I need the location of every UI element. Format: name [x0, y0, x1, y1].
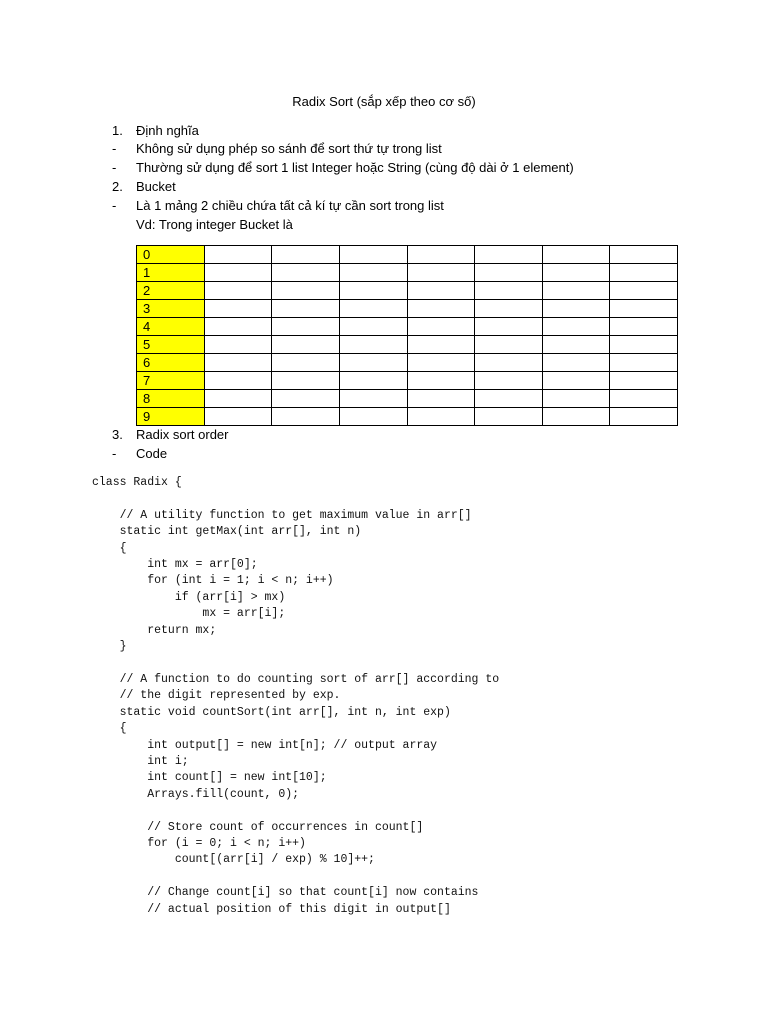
bucket-cell [610, 246, 678, 264]
bucket-cell [204, 246, 272, 264]
bucket-cell [204, 408, 272, 426]
list-text: Là 1 mảng 2 chiều chứa tất cả kí tự cần sort trong list [136, 198, 444, 213]
list-text: Radix sort order [136, 427, 229, 442]
bucket-cell [339, 282, 407, 300]
bucket-cell [339, 264, 407, 282]
bucket-cell [610, 300, 678, 318]
bucket-cell [475, 390, 543, 408]
bucket-cell [407, 318, 475, 336]
list-marker: - [112, 198, 117, 213]
bucket-cell [610, 408, 678, 426]
list-marker: 3. [112, 427, 123, 442]
bucket-row [137, 354, 678, 372]
bucket-digit-cell: 4 [137, 318, 205, 336]
bucket-cell [339, 300, 407, 318]
bucket-cell [542, 246, 610, 264]
bucket-cell [204, 300, 272, 318]
list-marker: 2. [112, 179, 123, 194]
bucket-cell [339, 336, 407, 354]
bucket-cell [339, 354, 407, 372]
bucket-row [137, 318, 678, 336]
bucket-cell [475, 264, 543, 282]
bucket-cell [475, 372, 543, 390]
bucket-cell [610, 282, 678, 300]
bucket-digit-cell: 8 [137, 390, 205, 408]
bucket-cell [407, 408, 475, 426]
bucket-cell [339, 318, 407, 336]
bucket-cell [610, 336, 678, 354]
bucket-row [137, 300, 678, 318]
bucket-cell [339, 408, 407, 426]
bucket-cell [475, 246, 543, 264]
bucket-cell [272, 264, 340, 282]
bucket-cell [407, 300, 475, 318]
page-title: Radix Sort (sắp xếp theo cơ số) [292, 94, 476, 109]
bucket-digit-cell: 3 [137, 300, 205, 318]
bucket-cell [272, 408, 340, 426]
bucket-cell [610, 264, 678, 282]
bucket-cell [610, 372, 678, 390]
bucket-cell [475, 408, 543, 426]
bucket-cell [272, 354, 340, 372]
bucket-cell [610, 318, 678, 336]
bucket-cell [272, 336, 340, 354]
bucket-cell [407, 282, 475, 300]
bucket-cell [542, 354, 610, 372]
bucket-digit-cell: 6 [137, 354, 205, 372]
bucket-cell [339, 246, 407, 264]
bucket-digit-cell: 7 [137, 372, 205, 390]
bucket-cell [542, 318, 610, 336]
bucket-row [137, 372, 678, 390]
bucket-cell [475, 354, 543, 372]
bucket-cell [204, 282, 272, 300]
bucket-row [137, 246, 678, 264]
bucket-row [137, 282, 678, 300]
bucket-cell [339, 372, 407, 390]
bucket-cell [272, 282, 340, 300]
bucket-cell [204, 264, 272, 282]
bucket-cell [475, 300, 543, 318]
bucket-row [137, 336, 678, 354]
bucket-cell [610, 390, 678, 408]
bucket-cell [475, 282, 543, 300]
bucket-cell [542, 408, 610, 426]
bucket-digit-cell: 5 [137, 336, 205, 354]
bucket-cell [272, 390, 340, 408]
bucket-row [137, 264, 678, 282]
bucket-cell [272, 300, 340, 318]
bucket-cell [339, 390, 407, 408]
bucket-cell [542, 372, 610, 390]
bucket-cell [407, 354, 475, 372]
bucket-cell [542, 282, 610, 300]
list-text: Vd: Trong integer Bucket là [136, 217, 293, 232]
list-text: Bucket [136, 179, 176, 194]
list-marker: - [112, 446, 117, 461]
code-block: class Radix { // A utility function to get maximum value in arr[] static int getMax(int arr[], int n) { int mx = arr[0]; for (int i = 1; i < n; i++) if (arr[i] > mx) mx = arr[i]; return mx; } // A function to do counting sort of arr[] according to // the digit represented by exp. static void countSort(int arr[], int n, int exp) { int output[] = new int[n]; // output array int i; int count[] = new int[10]; Arrays.fill(count, 0); // Store count of occurrences in count[] for (i = 0; i < n; i++) count[(arr[i] / exp) % 10]++; // Change count[i] so that count[i] now contains // actual position of this digit in output[] [92, 476, 500, 916]
bucket-cell [204, 318, 272, 336]
bucket-cell [204, 390, 272, 408]
bucket-cell [407, 372, 475, 390]
list-marker: - [112, 160, 117, 175]
bucket-cell [407, 246, 475, 264]
bucket-cell [610, 354, 678, 372]
bucket-table [136, 245, 678, 426]
bucket-cell [475, 336, 543, 354]
bucket-digit-cell: 9 [137, 408, 205, 426]
bucket-cell [542, 300, 610, 318]
bucket-digit-cell: 2 [137, 282, 205, 300]
bucket-cell [542, 390, 610, 408]
bucket-cell [407, 264, 475, 282]
bucket-cell [475, 318, 543, 336]
bucket-digit-cell: 1 [137, 264, 205, 282]
list-marker: - [112, 141, 117, 156]
bucket-row [137, 408, 678, 426]
bucket-cell [204, 336, 272, 354]
bucket-row [137, 390, 678, 408]
bucket-cell [204, 354, 272, 372]
list-text: Không sử dụng phép so sánh để sort thứ tự trong list [136, 141, 442, 156]
bucket-cell [542, 264, 610, 282]
bucket-digit-cell: 0 [137, 246, 205, 264]
bucket-cell [272, 372, 340, 390]
bucket-cell [272, 318, 340, 336]
list-text: Code [136, 446, 168, 461]
list-text: Thường sử dụng để sort 1 list Integer hoặc String (cùng độ dài ở 1 element) [136, 160, 574, 175]
bucket-cell [204, 372, 272, 390]
list-marker: 1. [112, 123, 123, 138]
bucket-cell [407, 390, 475, 408]
bucket-cell [407, 336, 475, 354]
list-text: Định nghĩa [136, 123, 199, 138]
bucket-cell [542, 336, 610, 354]
bucket-cell [272, 246, 340, 264]
